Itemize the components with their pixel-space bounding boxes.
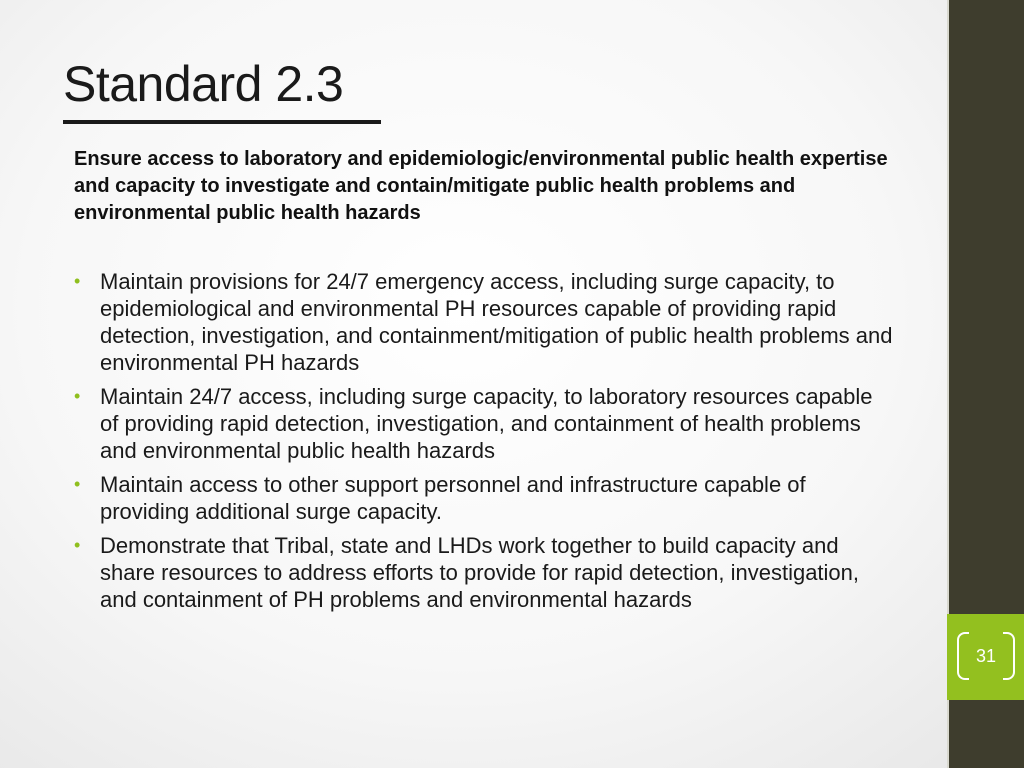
bullet-dot-icon: • <box>74 535 81 555</box>
list-item <box>74 383 894 464</box>
title-underline <box>63 120 381 124</box>
list-item <box>74 268 894 376</box>
bullet-text: Maintain 24/7 access, including surge capacity, to laboratory resources capable of providing rapid detection, investigation, and containment of health problems and environmental public health hazards <box>100 384 873 463</box>
bullet-text: Maintain access to other support personnel and infrastructure capable of providing additional surge capacity. <box>100 472 806 524</box>
page-number: 31 <box>975 646 997 666</box>
bullet-dot-icon: • <box>74 271 81 291</box>
bullet-text: Demonstrate that Tribal, state and LHDs work together to build capacity and share resources to address efforts to provide for rapid detection, investigation, and containment of PH problems and environmental hazards <box>100 533 860 612</box>
bullet-list <box>74 268 894 620</box>
list-item <box>74 471 894 525</box>
bullet-text: Maintain provisions for 24/7 emergency access, including surge capacity, to epidemiological and environmental PH resources capable of providing rapid detection, investigation, and containment/mitigation of public health problems and environmental PH hazards <box>100 269 893 375</box>
slide-subtitle: Ensure access to laboratory and epidemiologic/environmental public health expertise and capacity to investigate and contain/mitigate public health problems and environmental public health hazards <box>74 148 888 224</box>
bullet-dot-icon: • <box>74 386 81 406</box>
slide-title: Standard 2.3 <box>63 56 344 112</box>
bullet-dot-icon: • <box>74 474 81 494</box>
list-item <box>74 532 894 613</box>
